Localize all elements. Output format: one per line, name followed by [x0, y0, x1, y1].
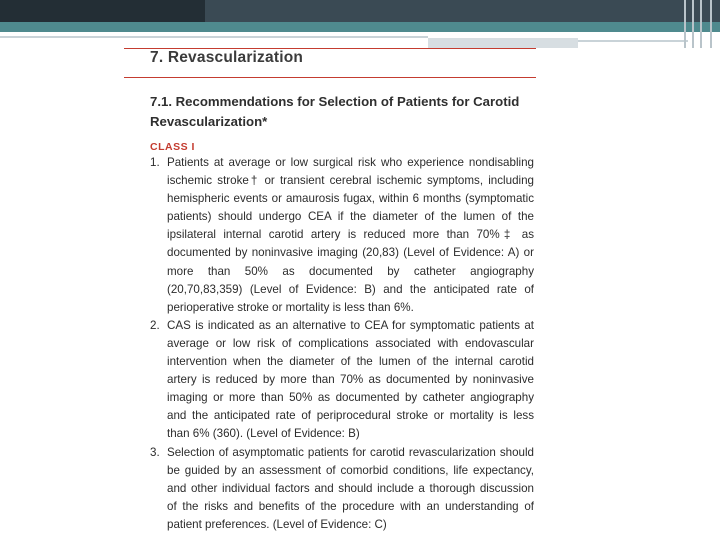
- header-deco-line: [0, 36, 428, 38]
- recommendation-text: Patients at average or low surgical risk who experience nondisabling ischemic stroke† or transient cerebral ischemic symptoms, including hemispheric events or amaurosis fugax, within 6 months (symptomatic patients) should undergo CEA if the diameter of the lumen of the ipsilateral internal carotid artery is reduced more than 70%‡ as documented by noninvasive imaging (20,83) (Level of Evidence: A) or more than 50% as documented by catheter angiography (20,70,83,359) (Level of Evidence: B) and the anticipated rate of perioperative stroke or mortality is less than 6%.: [167, 156, 534, 314]
- header-vertical-bars: [680, 0, 720, 48]
- section-title: 7. Revascularization: [150, 49, 304, 66]
- header-accent-stripe: [0, 22, 720, 32]
- recommendation-number: 2.: [150, 318, 160, 332]
- recommendation-number: 3.: [150, 445, 160, 459]
- recommendation-item: [150, 154, 534, 317]
- recommendation-text: CAS is indicated as an alternative to CEA for symptomatic patients at average or low risk of complications associated with endovascular intervention when the diameter of the lumen of the internal carotid artery is reduced by more than 70% as documented by noninvasive imaging or more than 50% as documented by catheter angiography and the anticipated rate of periprocedural stroke or mortality is less than 6% (360). (Level of Evidence: B): [167, 318, 534, 441]
- recommendation-item: [150, 444, 534, 534]
- class-label: CLASS I: [150, 141, 195, 153]
- recommendation-item: [150, 317, 534, 444]
- header-deco-line-right: [578, 40, 688, 42]
- section-bottom-rule: [124, 77, 536, 78]
- subsection-title: 7.1. Recommendations for Selection of Patients for Carotid Revascularization*: [150, 94, 520, 129]
- recommendation-list: [150, 154, 534, 534]
- header-deco-block: [428, 38, 578, 48]
- recommendation-number: 1.: [150, 156, 160, 169]
- recommendation-text: Selection of asymptomatic patients for carotid revascularization should be guided by an assessment of comorbid conditions, life expectancy, and other individual factors and should include a thorough discussion of the risks and benefits of the procedure with an understanding of patient preferences. (Level of Evidence: C): [167, 445, 534, 531]
- header-bar-dark-segment: [0, 0, 205, 22]
